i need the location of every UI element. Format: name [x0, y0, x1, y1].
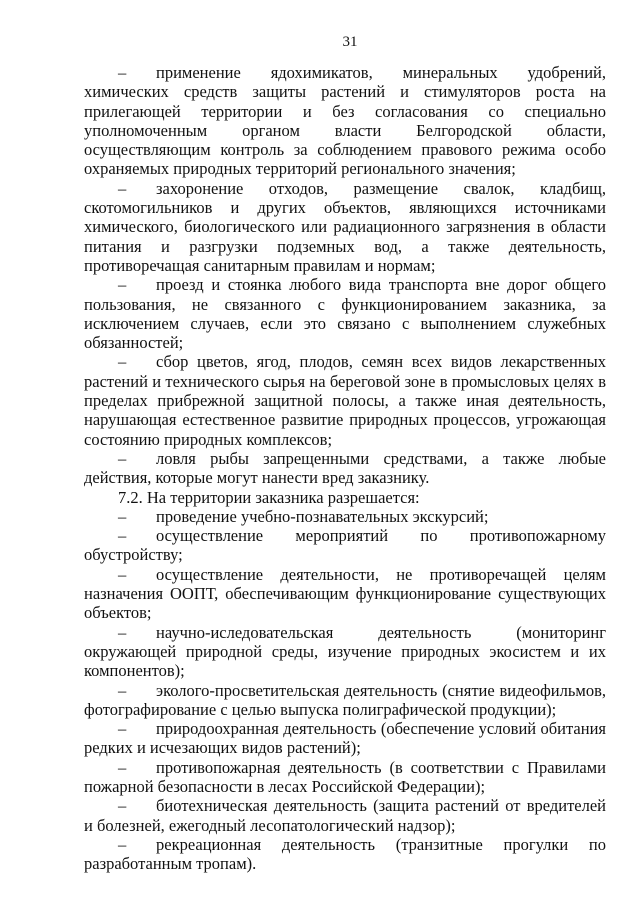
list-dash-marker: – [118, 834, 127, 854]
list-item-text: противопожарная деятельность (в соответствии с Правилами пожарной безопасности в лесах Российской Федерации); [84, 757, 606, 796]
list-dash-marker: – [118, 506, 127, 526]
list-dash-marker: – [118, 178, 127, 198]
list-dash-marker: – [118, 622, 127, 642]
list-item-text: проведение учебно-познавательных экскурсий; [156, 506, 489, 526]
list-item [84, 507, 606, 526]
list-dash-marker: – [118, 564, 127, 584]
list-item [84, 796, 606, 835]
list-item [84, 758, 606, 797]
section-heading [84, 488, 606, 507]
list-item [84, 565, 606, 623]
list-dash-marker: – [118, 680, 127, 700]
list-item [84, 526, 606, 565]
list-item [84, 275, 606, 352]
list-item [84, 719, 606, 758]
list-dash-marker: – [118, 796, 127, 816]
list-dash-marker: – [118, 719, 127, 739]
list-dash-marker: – [118, 526, 127, 546]
list-item-text: применение ядохимикатов, минеральных удобрений, химических средств защиты растений и стимуляторов роста на прилегающей территории и без согласования со специально уполномоченным органом власти Белгородской области, осуществляющим контроль за соблюдением правового режима особо охраняемых природных территорий регионального значения; [84, 63, 606, 179]
list-item [84, 449, 606, 488]
list-item [84, 179, 606, 275]
list-item [84, 623, 606, 681]
list-item [84, 681, 606, 720]
list-dash-marker: – [118, 757, 127, 777]
list-item-text: научно-иследовательская деятельность (мониторинг окружающей природной среды, изучение природных экосистем и их компонентов); [84, 622, 606, 681]
section-heading-text: 7.2. На территории заказника разрешается: [118, 487, 420, 507]
list-item-text: биотехническая деятельность (защита растений от вредителей и болезней, ежегодный лесопатологический надзор); [84, 796, 606, 835]
list-item [84, 835, 606, 874]
list-item-text: сбор цветов, ягод, плодов, семян всех видов лекарственных растений и технического сырья на береговой зоне в промысловых целях в пределах прибрежной защитной полосы, а также иная деятельность, нарушающая естественное развитие природных процессов, угрожающая состоянию природных комплексов; [84, 352, 606, 449]
list-item [84, 352, 606, 448]
list-item-text: рекреационная деятельность (транзитные прогулки по разработанным тропам). [84, 834, 606, 874]
list-dash-marker: – [118, 275, 127, 295]
list-item-text: осуществление деятельности, не противоречащей целям назначения ООПТ, обеспечивающим функционирование существующих объектов; [84, 564, 606, 623]
list-item-text: эколого-просветительская деятельность (снятие видеофильмов, фотографирование с целью выпуска полиграфической продукции); [84, 680, 606, 719]
list-item-text: осуществление мероприятий по противопожарному обустройству; [84, 526, 606, 565]
list-item-text: природоохранная деятельность (обеспечение условий обитания редких и исчезающих видов растений); [84, 719, 606, 758]
list-item [84, 63, 606, 179]
page-number: 31 [342, 34, 358, 50]
document-body [84, 63, 606, 873]
list-item-text: проезд и стоянка любого вида транспорта вне дорог общего пользования, не связанного с функционированием заказника, за исключением случаев, если это связано с выполнением служебных обязанностей; [84, 275, 606, 353]
list-dash-marker: – [118, 352, 127, 372]
list-dash-marker: – [118, 448, 127, 468]
list-item-text: ловля рыбы запрещенными средствами, а также любые действия, которые могут нанести вред заказнику. [84, 448, 606, 488]
list-item-text: захоронение отходов, размещение свалок, кладбищ, скотомогильников и других объектов, являющихся источниками химического, биологического или радиационного загрязнения в области питания и разгрузки подземных вод, а также деятельность, противоречащая санитарным правилам и нормам; [84, 178, 606, 275]
list-dash-marker: – [118, 63, 127, 82]
